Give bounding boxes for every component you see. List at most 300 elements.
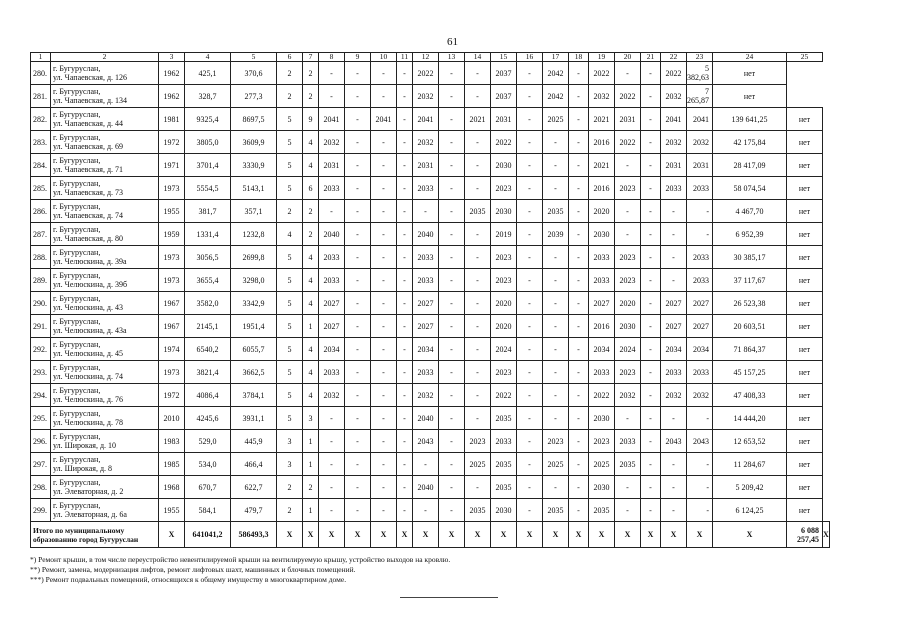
value-cell: 2033 (589, 269, 615, 292)
value-cell: 277,3 (231, 85, 277, 108)
value-cell: 1 (303, 315, 319, 338)
value-cell: 5 (277, 315, 303, 338)
value-cell: 4 (303, 269, 319, 292)
value-cell: 2032 (319, 131, 345, 154)
value-cell: - (439, 315, 465, 338)
value-cell: - (439, 338, 465, 361)
value-cell: нет (787, 361, 823, 384)
value-cell: - (345, 430, 371, 453)
value-cell: - (397, 315, 413, 338)
value-cell: 2032 (615, 384, 641, 407)
value-cell: 2022 (615, 85, 641, 108)
column-header: 17 (543, 53, 569, 62)
value-cell: 2040 (413, 223, 439, 246)
value-cell: - (439, 131, 465, 154)
value-cell: 4086,4 (185, 384, 231, 407)
address-street: ул. Чапаевская, д. 74 (53, 211, 124, 220)
value-cell: 3582,0 (185, 292, 231, 315)
address-cell (51, 62, 159, 85)
value-cell: - (543, 338, 569, 361)
value-cell: - (371, 131, 397, 154)
value-cell: 445,9 (231, 430, 277, 453)
footnote-roof: *) Ремонт крыши, в том числе переустройство невентилируемой крыши на вентилируемую крышу, устройство выходов на кровлю. (30, 555, 451, 564)
value-cell: - (661, 407, 687, 430)
value-cell: - (413, 499, 439, 522)
address-city: г. Бугуруслан, (53, 317, 101, 326)
total-value: X (413, 522, 439, 548)
value-cell: 2 (277, 85, 303, 108)
column-header: 15 (491, 53, 517, 62)
value-cell: - (439, 384, 465, 407)
value-cell: 2027 (661, 292, 687, 315)
value-cell: 425,1 (185, 62, 231, 85)
value-cell: 3342,9 (231, 292, 277, 315)
value-cell: 2023 (491, 177, 517, 200)
value-cell: 2032 (319, 384, 345, 407)
value-cell: - (397, 154, 413, 177)
value-cell: 5554,5 (185, 177, 231, 200)
value-cell: 2033 (319, 177, 345, 200)
value-cell: 1971 (159, 154, 185, 177)
column-header: 4 (185, 53, 231, 62)
total-value: X (439, 522, 465, 548)
value-cell: 2 (277, 62, 303, 85)
value-cell: - (319, 476, 345, 499)
value-cell: 2032 (661, 131, 687, 154)
value-cell: - (661, 200, 687, 223)
value-cell: 3 (303, 407, 319, 430)
value-cell: - (397, 223, 413, 246)
value-cell: - (465, 361, 491, 384)
row-number: 284. (31, 154, 51, 177)
value-cell: - (465, 384, 491, 407)
cost-cell: 2032 (687, 384, 713, 407)
value-cell: 2033 (413, 269, 439, 292)
value-cell: - (345, 315, 371, 338)
value-cell: 2020 (491, 292, 517, 315)
address-cell (51, 453, 159, 476)
value-cell: - (397, 200, 413, 223)
value-cell: 2022 (491, 131, 517, 154)
value-cell: - (641, 177, 661, 200)
row-number: 298. (31, 476, 51, 499)
value-cell: 2016 (589, 177, 615, 200)
value-cell: нет (787, 430, 823, 453)
value-cell: 4 (303, 246, 319, 269)
value-cell: - (641, 223, 661, 246)
value-cell: нет (787, 338, 823, 361)
value-cell: - (641, 62, 661, 85)
value-cell: 2027 (413, 315, 439, 338)
value-cell: - (371, 177, 397, 200)
value-cell: 2040 (413, 407, 439, 430)
address-cell (51, 407, 159, 430)
value-cell: 2043 (413, 430, 439, 453)
value-cell: - (439, 361, 465, 384)
address-street: ул. Широкая, д. 8 (53, 464, 113, 473)
value-cell: 2023 (491, 246, 517, 269)
value-cell: 5 (277, 269, 303, 292)
value-cell: - (569, 154, 589, 177)
value-cell: 2041 (319, 108, 345, 131)
address-city: г. Бугуруслан, (53, 156, 101, 165)
column-header: 10 (371, 53, 397, 62)
page-number: 61 (447, 36, 458, 48)
value-cell: 2033 (589, 246, 615, 269)
value-cell: - (517, 384, 543, 407)
row-number: 285. (31, 177, 51, 200)
value-cell: - (319, 62, 345, 85)
value-cell: - (371, 476, 397, 499)
value-cell: - (397, 269, 413, 292)
column-header: 11 (397, 53, 413, 62)
value-cell: 2033 (589, 361, 615, 384)
address-street: ул. Челюскина, д. 39а (53, 257, 127, 266)
value-cell: - (543, 131, 569, 154)
value-cell: 2024 (491, 338, 517, 361)
table-row (31, 246, 830, 269)
value-cell: 2041 (371, 108, 397, 131)
address-street: ул. Чапаевская, д. 134 (53, 96, 128, 105)
table-row (31, 62, 830, 85)
value-cell: - (439, 269, 465, 292)
value-cell: - (465, 177, 491, 200)
value-cell: 2031 (661, 154, 687, 177)
value-cell: - (439, 85, 465, 108)
value-cell: нет (787, 315, 823, 338)
value-cell: - (569, 338, 589, 361)
address-cell (51, 315, 159, 338)
table-row (31, 315, 830, 338)
value-cell: 2032 (413, 131, 439, 154)
total-value: X (319, 522, 345, 548)
value-cell: 4 (303, 384, 319, 407)
value-cell: нет (787, 269, 823, 292)
value-cell: 2030 (589, 407, 615, 430)
value-cell: 3701,4 (185, 154, 231, 177)
value-cell: - (641, 269, 661, 292)
address-street: ул. Челюскина, д. 43а (53, 326, 127, 335)
value-cell: - (397, 108, 413, 131)
cost-cell: 2033 (687, 177, 713, 200)
value-cell: - (319, 499, 345, 522)
value-cell: 2023 (615, 177, 641, 200)
row-number: 294. (31, 384, 51, 407)
address-city: г. Бугуруслан, (53, 294, 101, 303)
address-cell (51, 246, 159, 269)
value-cell: - (517, 200, 543, 223)
value-cell: - (345, 62, 371, 85)
value-cell: 2021 (589, 108, 615, 131)
value-cell: - (569, 223, 589, 246)
value-cell: - (319, 430, 345, 453)
value-cell: 5 (277, 407, 303, 430)
value-cell: 3 (277, 430, 303, 453)
value-cell: - (641, 430, 661, 453)
row-number: 286. (31, 200, 51, 223)
value-cell: 4 (303, 338, 319, 361)
value-cell: 3609,9 (231, 131, 277, 154)
value-cell: - (439, 62, 465, 85)
value-cell: 5 (277, 246, 303, 269)
value-cell: 2023 (491, 361, 517, 384)
flag-cell: 139 641,25 (713, 108, 787, 131)
address-cell (51, 338, 159, 361)
value-cell: - (517, 361, 543, 384)
value-cell: - (517, 292, 543, 315)
address-city: г. Бугуруслан, (53, 110, 101, 119)
value-cell: - (345, 361, 371, 384)
value-cell: 3056,5 (185, 246, 231, 269)
value-cell: 2037 (491, 85, 517, 108)
row-number: 292. (31, 338, 51, 361)
value-cell: - (517, 246, 543, 269)
address-cell (51, 223, 159, 246)
value-cell: 1232,8 (231, 223, 277, 246)
flag-cell: 5 209,42 (713, 476, 787, 499)
table-row (31, 476, 830, 499)
total-value: X (397, 522, 413, 548)
value-cell: 1985 (159, 453, 185, 476)
value-cell: 2030 (589, 223, 615, 246)
value-cell: - (661, 223, 687, 246)
bottom-divider (400, 597, 498, 598)
value-cell: 2030 (491, 499, 517, 522)
value-cell: 2022 (589, 62, 615, 85)
value-cell: - (641, 453, 661, 476)
value-cell: 2039 (543, 223, 569, 246)
value-cell: - (569, 108, 589, 131)
address-cell (51, 292, 159, 315)
value-cell: - (439, 154, 465, 177)
value-cell: 2027 (413, 292, 439, 315)
value-cell: - (371, 154, 397, 177)
value-cell: 2 (303, 62, 319, 85)
value-cell: - (397, 246, 413, 269)
value-cell: 4 (303, 154, 319, 177)
value-cell: - (569, 499, 589, 522)
value-cell: - (397, 453, 413, 476)
value-cell: 1973 (159, 269, 185, 292)
value-cell: 1 (303, 499, 319, 522)
value-cell: - (465, 246, 491, 269)
flag-cell: 58 074,54 (713, 177, 787, 200)
value-cell: 2 (277, 200, 303, 223)
row-number: 299. (31, 499, 51, 522)
value-cell: - (543, 154, 569, 177)
value-cell: 2035 (589, 499, 615, 522)
flag-cell: 37 117,67 (713, 269, 787, 292)
row-number: 296. (31, 430, 51, 453)
value-cell: 670,7 (185, 476, 231, 499)
column-header: 3 (159, 53, 185, 62)
value-cell: - (641, 246, 661, 269)
value-cell: 4 (303, 131, 319, 154)
address-cell (51, 430, 159, 453)
value-cell: 584,1 (185, 499, 231, 522)
row-number: 288. (31, 246, 51, 269)
value-cell: - (397, 292, 413, 315)
value-cell: - (371, 223, 397, 246)
column-header: 8 (319, 53, 345, 62)
address-street: ул. Чапаевская, д. 69 (53, 142, 124, 151)
value-cell: 2699,8 (231, 246, 277, 269)
value-cell: 2034 (413, 338, 439, 361)
value-cell: нет (787, 154, 823, 177)
address-city: г. Бугуруслан, (53, 248, 101, 257)
value-cell: - (371, 453, 397, 476)
value-cell: - (397, 62, 413, 85)
value-cell: - (517, 177, 543, 200)
table-row (31, 499, 830, 522)
value-cell: - (517, 108, 543, 131)
cost-cell: 5 382,63 (687, 62, 713, 85)
table-body (31, 62, 830, 548)
value-cell: 1974 (159, 338, 185, 361)
address-cell (51, 177, 159, 200)
value-cell: нет (787, 131, 823, 154)
value-cell: 2020 (615, 292, 641, 315)
value-cell: 1331,4 (185, 223, 231, 246)
value-cell: - (517, 476, 543, 499)
footnotes (30, 555, 870, 585)
address-street: ул. Чапаевская, д. 71 (53, 165, 124, 174)
address-street: ул. Чапаевская, д. 126 (53, 73, 128, 82)
value-cell: - (543, 476, 569, 499)
value-cell: 2035 (615, 453, 641, 476)
table-row (31, 338, 830, 361)
value-cell: 4 (277, 223, 303, 246)
total-value: X (371, 522, 397, 548)
value-cell: 3298,0 (231, 269, 277, 292)
value-cell: 5 (277, 177, 303, 200)
value-cell: 2033 (413, 246, 439, 269)
value-cell: 2023 (615, 269, 641, 292)
address-city: г. Бугуруслан, (53, 501, 101, 510)
value-cell: 2035 (465, 499, 491, 522)
table-row (31, 292, 830, 315)
value-cell: - (371, 85, 397, 108)
address-street: ул. Широкая, д. 10 (53, 441, 117, 450)
value-cell: 328,7 (185, 85, 231, 108)
value-cell: - (517, 407, 543, 430)
value-cell: 2042 (543, 85, 569, 108)
value-cell: 2016 (589, 315, 615, 338)
value-cell: - (319, 453, 345, 476)
value-cell: 1972 (159, 384, 185, 407)
column-header: 21 (641, 53, 661, 62)
value-cell: - (345, 246, 371, 269)
value-cell: - (641, 361, 661, 384)
value-cell: 2022 (661, 62, 687, 85)
value-cell: 8697,5 (231, 108, 277, 131)
value-cell: - (615, 62, 641, 85)
value-cell: 534,0 (185, 453, 231, 476)
value-cell: 3662,5 (231, 361, 277, 384)
flag-cell: 6 124,25 (713, 499, 787, 522)
value-cell: 2025 (543, 453, 569, 476)
value-cell: - (641, 384, 661, 407)
value-cell: 2145,1 (185, 315, 231, 338)
value-cell: - (439, 108, 465, 131)
value-cell: 2021 (589, 154, 615, 177)
value-cell: - (465, 154, 491, 177)
address-city: г. Бугуруслан, (53, 179, 101, 188)
value-cell: 1967 (159, 292, 185, 315)
address-city: г. Бугуруслан, (53, 363, 101, 372)
value-cell: - (439, 476, 465, 499)
column-header: 19 (589, 53, 615, 62)
address-street: ул. Чапаевская, д. 80 (53, 234, 124, 243)
column-header: 6 (277, 53, 303, 62)
value-cell: 2035 (491, 453, 517, 476)
row-number: 283. (31, 131, 51, 154)
value-cell: - (439, 177, 465, 200)
value-cell: - (371, 361, 397, 384)
value-cell: 2 (303, 85, 319, 108)
value-cell: 5143,1 (231, 177, 277, 200)
value-cell: 2034 (319, 338, 345, 361)
column-header: 14 (465, 53, 491, 62)
value-cell: - (615, 200, 641, 223)
total-cost: 6 088 257,45 (787, 522, 823, 548)
value-cell: - (569, 85, 589, 108)
flag-cell: 12 653,52 (713, 430, 787, 453)
flag-cell: 14 444,20 (713, 407, 787, 430)
value-cell: - (517, 85, 543, 108)
repair-schedule-table-container (30, 52, 830, 548)
value-cell: - (345, 407, 371, 430)
value-cell: - (641, 200, 661, 223)
table-row (31, 223, 830, 246)
value-cell: 2022 (413, 62, 439, 85)
flag-cell: нет (713, 62, 787, 85)
value-cell: 1973 (159, 246, 185, 269)
value-cell: 2033 (491, 430, 517, 453)
value-cell: - (465, 131, 491, 154)
value-cell: - (641, 131, 661, 154)
value-cell: - (517, 269, 543, 292)
total-value: X (345, 522, 371, 548)
value-cell: - (641, 85, 661, 108)
table-row (31, 384, 830, 407)
value-cell: 6055,7 (231, 338, 277, 361)
value-cell: 2033 (615, 430, 641, 453)
value-cell: 2027 (589, 292, 615, 315)
value-cell: 1962 (159, 62, 185, 85)
value-cell: 479,7 (231, 499, 277, 522)
value-cell: - (397, 384, 413, 407)
value-cell: - (661, 246, 687, 269)
total-value: 641041,2 (185, 522, 231, 548)
value-cell: - (439, 223, 465, 246)
value-cell: 2033 (319, 361, 345, 384)
value-cell: 2023 (615, 361, 641, 384)
value-cell: 1973 (159, 177, 185, 200)
value-cell: 2022 (615, 131, 641, 154)
row-number: 289. (31, 269, 51, 292)
value-cell: нет (787, 177, 823, 200)
value-cell: 3821,4 (185, 361, 231, 384)
cost-cell: - (687, 476, 713, 499)
value-cell: - (397, 407, 413, 430)
value-cell: - (371, 499, 397, 522)
table-row (31, 131, 830, 154)
total-value: X (641, 522, 661, 548)
value-cell: - (543, 407, 569, 430)
value-cell: 1959 (159, 223, 185, 246)
row-number: 295. (31, 407, 51, 430)
